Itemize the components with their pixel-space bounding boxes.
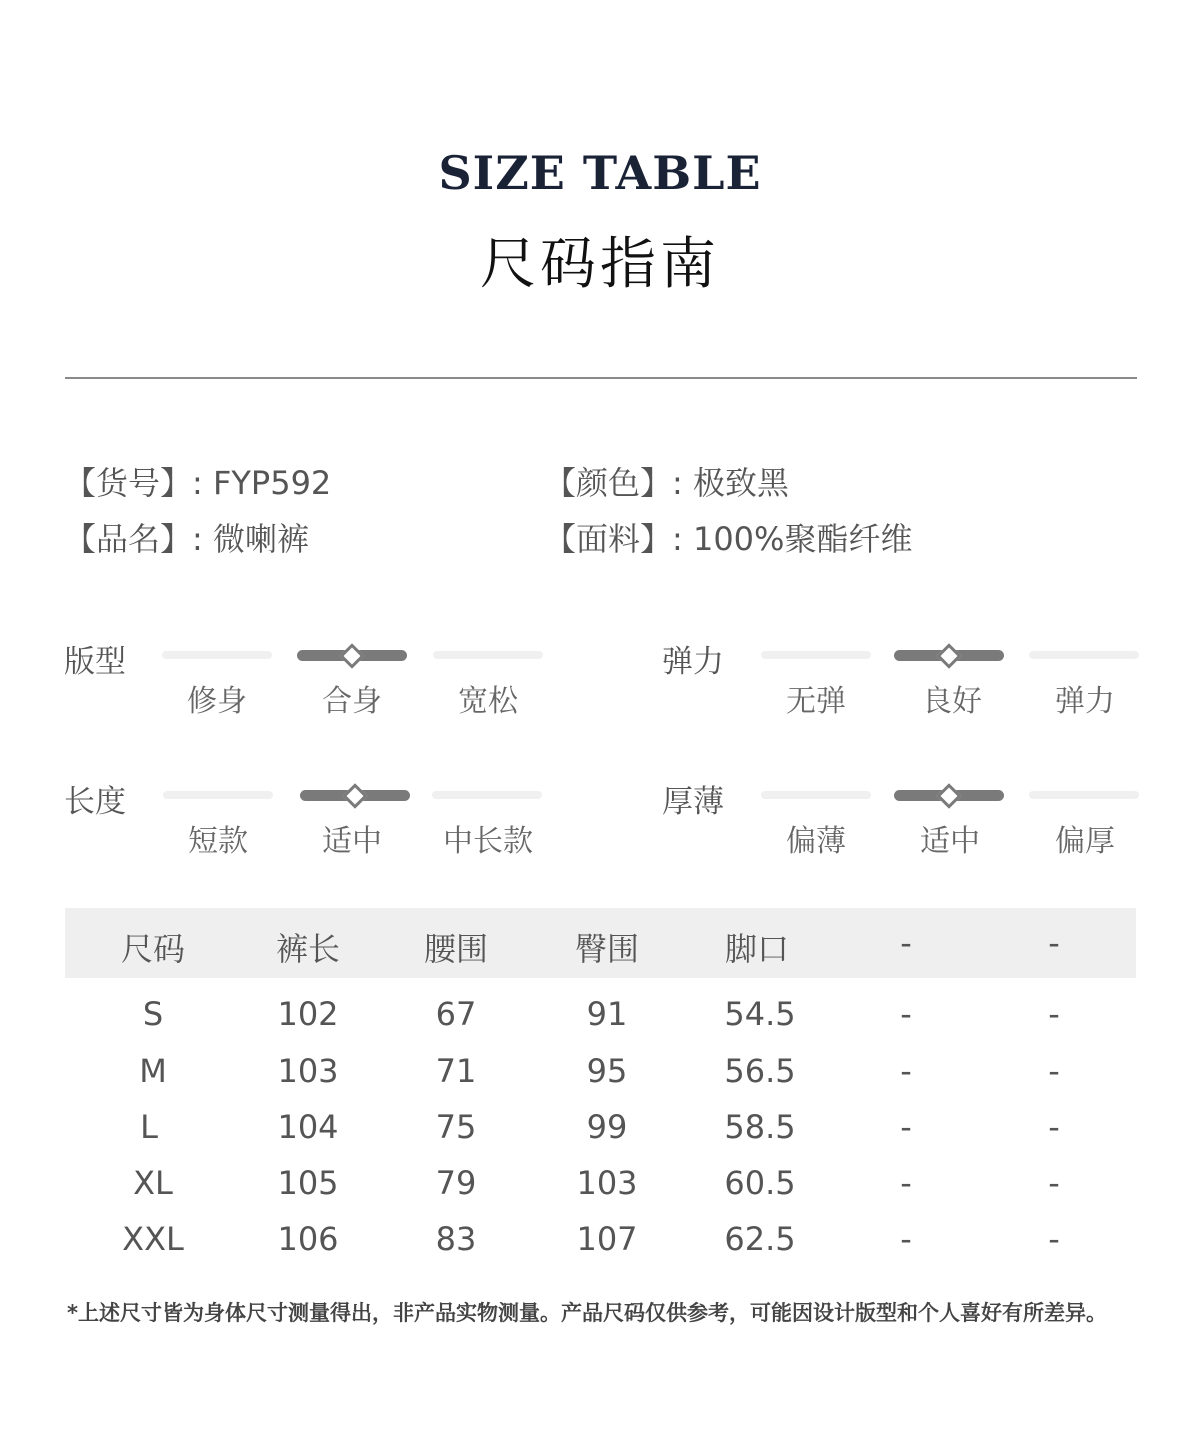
rating-option: 弹力 bbox=[1055, 684, 1115, 719]
rating-option-selected: 良好 bbox=[922, 684, 982, 719]
rating-option: 宽松 bbox=[458, 684, 518, 719]
table-cell: 62.5 bbox=[724, 1220, 796, 1258]
rating-option: 修身 bbox=[187, 684, 247, 719]
rating-label: 弹力 bbox=[662, 644, 724, 680]
table-cell: 104 bbox=[277, 1108, 339, 1146]
rating-option-selected: 适中 bbox=[920, 824, 980, 859]
table-cell: 83 bbox=[435, 1220, 477, 1258]
rating-option: 短款 bbox=[188, 824, 248, 859]
rating-track bbox=[163, 791, 273, 799]
rating-label: 长度 bbox=[64, 784, 126, 820]
table-cell: XXL bbox=[122, 1220, 184, 1258]
table-cell: 91 bbox=[586, 995, 628, 1033]
table-header-cell: 脚口 bbox=[724, 930, 789, 968]
table-cell: 107 bbox=[576, 1220, 638, 1258]
table-cell: - bbox=[900, 1220, 912, 1258]
info-item-no: 【货号】: FYP592 bbox=[64, 464, 332, 502]
table-cell: 99 bbox=[586, 1108, 628, 1146]
info-name: 【品名】: 微喇裤 bbox=[64, 520, 309, 558]
table-header-cell: 臀围 bbox=[574, 930, 639, 968]
title-en: SIZE TABLE bbox=[438, 146, 762, 200]
table-cell: L bbox=[140, 1108, 158, 1146]
rating-label: 版型 bbox=[64, 644, 126, 680]
table-header-cell: 尺码 bbox=[120, 930, 185, 968]
table-cell: 95 bbox=[586, 1052, 628, 1090]
table-cell: XL bbox=[133, 1164, 173, 1202]
rating-option-selected: 适中 bbox=[322, 824, 382, 859]
table-cell: 54.5 bbox=[724, 995, 796, 1033]
rating-knob-icon bbox=[339, 643, 364, 668]
table-header-cell: - bbox=[900, 924, 912, 962]
rating-option: 偏薄 bbox=[786, 824, 846, 859]
table-cell: 105 bbox=[277, 1164, 339, 1202]
table-header-cell: 腰围 bbox=[423, 930, 488, 968]
rating-track bbox=[162, 651, 272, 659]
rating-track bbox=[432, 791, 542, 799]
table-cell: 67 bbox=[435, 995, 477, 1033]
rating-track bbox=[1029, 791, 1139, 799]
table-cell: - bbox=[900, 1052, 912, 1090]
table-cell: 102 bbox=[277, 995, 339, 1033]
table-cell: 58.5 bbox=[724, 1108, 796, 1146]
title-cn: 尺码指南 bbox=[480, 232, 720, 297]
table-cell: S bbox=[142, 995, 164, 1033]
table-cell: 60.5 bbox=[724, 1164, 796, 1202]
rating-track bbox=[433, 651, 543, 659]
table-cell: 71 bbox=[435, 1052, 477, 1090]
table-cell: - bbox=[1048, 1220, 1060, 1258]
rating-option-selected: 合身 bbox=[322, 684, 382, 719]
table-cell: 106 bbox=[277, 1220, 339, 1258]
table-cell: - bbox=[1048, 995, 1060, 1033]
table-header-cell: - bbox=[1048, 924, 1060, 962]
rating-option: 偏厚 bbox=[1055, 824, 1115, 859]
rating-option: 无弹 bbox=[786, 684, 846, 719]
rating-track-selected bbox=[894, 650, 1004, 661]
rating-track-selected bbox=[894, 790, 1004, 801]
rating-track bbox=[1029, 651, 1139, 659]
table-cell: 75 bbox=[435, 1108, 477, 1146]
table-cell: - bbox=[900, 1164, 912, 1202]
rating-knob-icon bbox=[936, 643, 961, 668]
info-fabric: 【面料】: 100%聚酯纤维 bbox=[544, 520, 913, 558]
rating-track-selected bbox=[300, 790, 410, 801]
divider bbox=[65, 377, 1137, 379]
table-cell: - bbox=[900, 995, 912, 1033]
table-cell: - bbox=[1048, 1164, 1060, 1202]
table-cell: M bbox=[139, 1052, 167, 1090]
rating-knob-icon bbox=[342, 783, 367, 808]
rating-track bbox=[761, 651, 871, 659]
rating-option: 中长款 bbox=[443, 824, 533, 859]
info-color: 【颜色】: 极致黑 bbox=[544, 464, 789, 502]
rating-track bbox=[761, 791, 871, 799]
table-header-cell: 裤长 bbox=[275, 930, 340, 968]
table-cell: 79 bbox=[435, 1164, 477, 1202]
table-cell: 103 bbox=[576, 1164, 638, 1202]
table-cell: - bbox=[1048, 1108, 1060, 1146]
rating-knob-icon bbox=[936, 783, 961, 808]
rating-label: 厚薄 bbox=[662, 784, 724, 820]
table-cell: 56.5 bbox=[724, 1052, 796, 1090]
rating-track-selected bbox=[297, 650, 407, 661]
table-cell: 103 bbox=[277, 1052, 339, 1090]
table-cell: - bbox=[1048, 1052, 1060, 1090]
table-cell: - bbox=[900, 1108, 912, 1146]
footnote: *上述尺寸皆为身体尺寸测量得出，非产品实物测量。产品尺码仅供参考，可能因设计版型和个人喜好有所差异。 bbox=[67, 1301, 1107, 1325]
